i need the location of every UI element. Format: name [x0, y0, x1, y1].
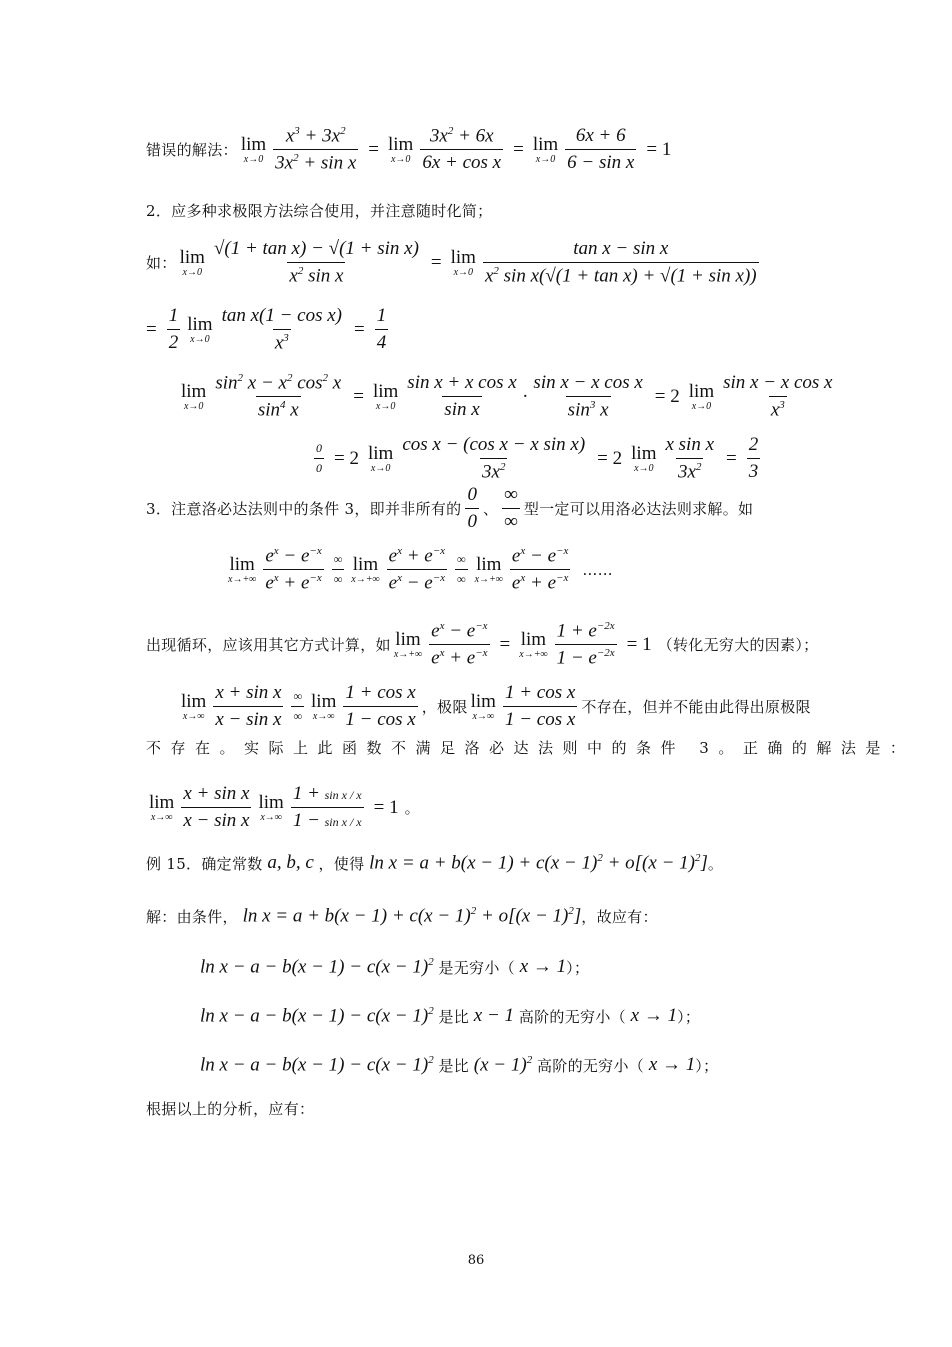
condition-2: $\ln x - a - b(x - 1) - c(x - 1)^2$ 是比 x − 1 高阶的无穷小（ x → 1 ）； — [200, 1005, 701, 1027]
sqrt-limit-result: = $\frac{1}{2}$ lim x→0 $\frac{\text{tan x(1 − cos x)}}{x^3}$ = $\frac{1}{4}$ — [146, 305, 387, 354]
example-15: 例 15．确定常数 a, b, c ，使得 $\ln x = a + b(x - 1) + c(x - 1)^2 + o[(x - 1)^2]$ 。 — [146, 852, 724, 874]
page-number: 86 — [467, 1253, 485, 1268]
item-3-line: 3．注意洛必达法则中的条件 3，即并非所有的 $\frac{0}{0}$ 、 $\frac{\infty}{\infty}$ 型一定可以用洛必达法则求解。如 — [146, 484, 754, 532]
wrong-label: 错误的解法： — [146, 141, 238, 160]
condition-3: $\ln x - a - b(x - 1) - c(x - 1)^2$ 是比 $(x - 1)^2$ 高阶的无穷小（ x → 1 ）； — [200, 1054, 719, 1076]
item-2-text: 2．应多种求极限方法综合使用，并注意随时化简； — [146, 202, 493, 220]
cycle-explanation: 出现循环，应该用其它方式计算，如 lim x→+∞ $\frac{e^x - e^{-x}}{e^x + e^{-x}}$ = lim x→+∞ $\frac{1 + e^{-2x}}{1 - e^{-2x}}$ = 1 （转化无穷大的因素）； — [146, 620, 819, 669]
wrong-solution-line: 错误的解法： lim x→0 $\frac{x^3 + 3x^2}{3x^2 + \sin x}$ = lim x→0 $\frac{3x^2 + 6x}{\text{6x + cos x}}$ = lim x→0 $\frac{6x + 6}{\text{6 − sin x}}$ = 1 — [146, 125, 672, 174]
limit-operator: lim x→0 — [240, 134, 267, 166]
sin-squared-limit: lim x→0 $\frac{\sin^2 x - x^2 \cos^2 x}{\sin^4 x}$ = lim x→0 $\frac{\text{sin x + x cos x}}{\text{sin x}}$ · $\frac{\text{sin x − x cos x}}{\sin^3 x}$ = 2 lim x→0 $\frac{\text{sin x − x cos x}}{x^3}$ — [181, 372, 833, 421]
correct-solution: lim x→∞ $\frac{\text{x + sin x}}{\text{x − sin x}}$ lim x→∞ $\frac{\text{1 + sin x / x}}{\text{1 − sin x / x}}$ = 1 。 — [149, 783, 420, 831]
x-sinx-limit: lim x→∞ $\frac{\text{x + sin x}}{\text{x − sin x}}$ $\frac{\infty}{\infty}$ lim x→∞ $\frac{\text{1 + cos x}}{\text{1 − cos x}}$ ，极限 lim x→∞ $\frac{\text{1 + cos x}}{\text{1 − cos x}}$ 不存在，但并不能由此得出原极限 — [181, 682, 811, 730]
exp-cycle-line: lim x→+∞ $\frac{e^x - e^{-x}}{e^x + e^{-x}}$ $\frac{\infty}{\infty}$ lim x→+∞ $\frac{e^x + e^{-x}}{e^x - e^{-x}}$ $\frac{\infty}{\infty}$ lim x→+∞ $\frac{e^x - e^{-x}}{e^x + e^{-x}}$ …… — [228, 545, 613, 594]
final-line: 根据以上的分析，应有： — [146, 1100, 315, 1118]
sqrt-limit-line: 如： lim x→0 $\frac{\text{√(1 + tan x) − √(1 + sin x)}}{x^2 \sin x}$ = lim x→0 $\frac{\text{tan x − sin x}}{x^2 \sin x(√(1 + \tan x) + √(1 + \sin x))}$ — [146, 238, 757, 287]
solution-start: 解：由条件， $\ln x = a + b(x - 1) + c(x - 1)^2 + o[(x - 1)^2]$ ，故应有： — [146, 905, 658, 927]
fraction: $\frac{x^3 + 3x^2}{3x^2 + \sin x}$ — [275, 125, 357, 174]
condition-line: 不存在。实际上此函数不满足洛必达法则中的条件 3。正确的解法是： — [146, 739, 915, 757]
condition-1: $\ln x - a - b(x - 1) - c(x - 1)^2$ 是无穷小（ x → 1 ）； — [200, 956, 590, 978]
sin-squared-continued: $\frac{0}{0}$ = 2 lim x→0 $\frac{\text{cos x − (cos x − x sin x)}}{3x^2}$ = 2 lim x→0 $\frac{\text{x sin x}}{3x^2}$ = $\frac{2}{3}$ — [316, 434, 759, 483]
ru-label: 如： — [146, 254, 177, 273]
